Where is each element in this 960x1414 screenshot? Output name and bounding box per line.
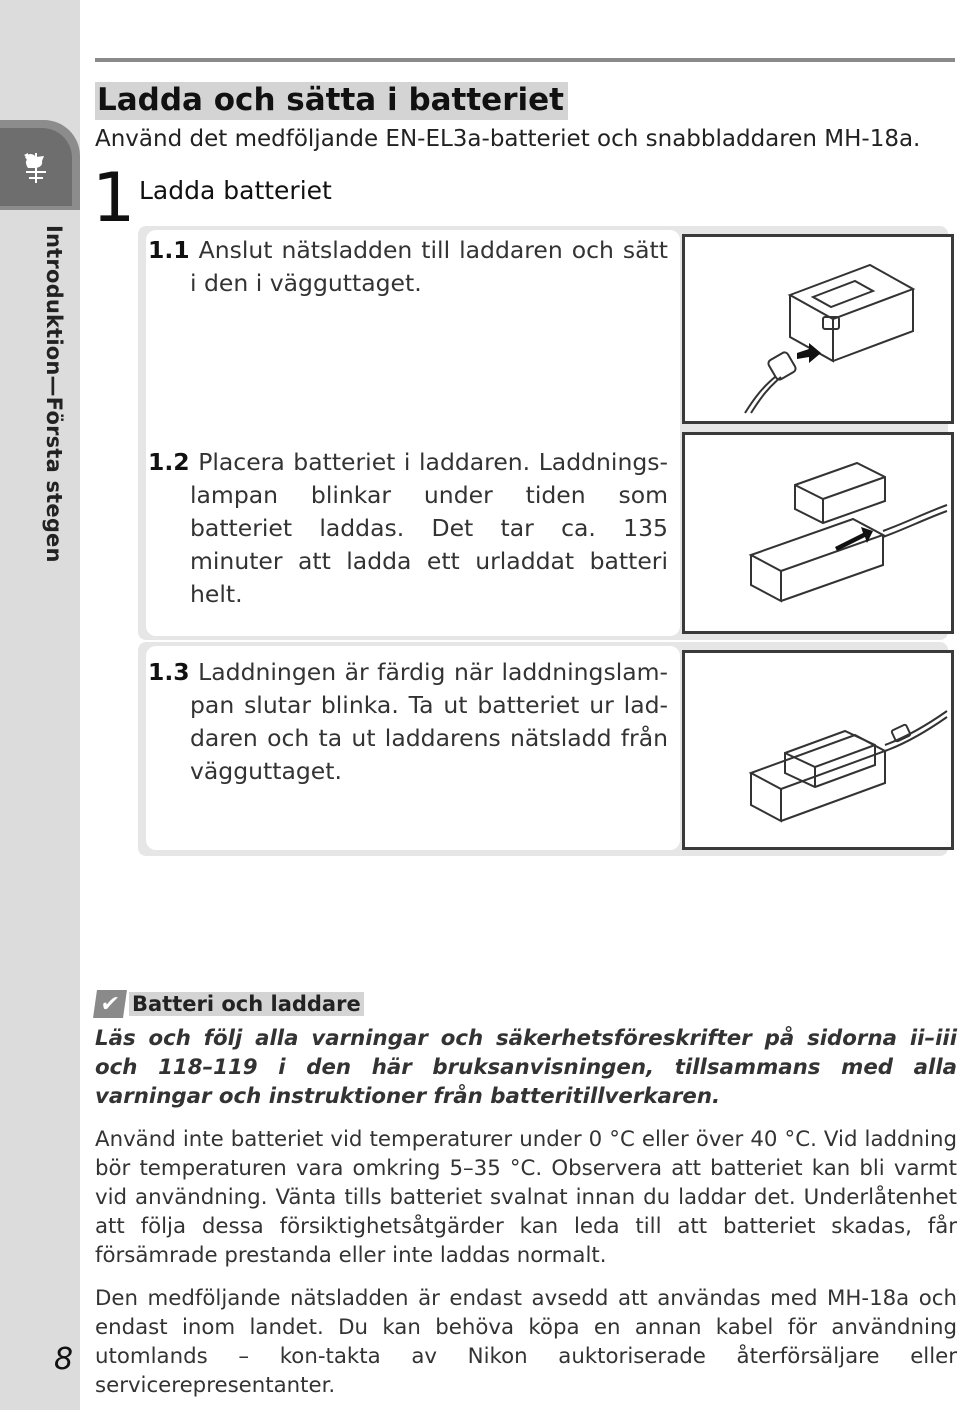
section-tab-face (0, 128, 72, 206)
substep-text: Laddningen är färdig när laddningslam-pan slutar blinka. Ta ut batteriet ur lad-daren och ta ut laddarens nätsladd från vägguttaget. (190, 658, 668, 785)
battery-insert-illustration (682, 432, 954, 634)
charged-battery-illustration (682, 650, 954, 850)
page-title: Ladda och sätta i batteriet (95, 82, 568, 120)
rooster-weathervane-icon (16, 147, 56, 187)
substep-number: 1.2 (148, 448, 190, 476)
charger-cord-illustration (682, 234, 954, 424)
note-heading (95, 990, 957, 1018)
caution-note (95, 990, 957, 1414)
checkmark-icon: ✔ (93, 990, 127, 1018)
substep-1-2 (148, 446, 668, 611)
substep-1-1 (148, 234, 668, 300)
step-number: 1 (92, 159, 136, 238)
substep-number: 1.3 (148, 658, 190, 686)
substep-number: 1.1 (148, 236, 190, 264)
top-rule (95, 58, 955, 62)
note-warning: Läs och följ alla varningar och säkerhetsföreskrifter på sidorna ii–iii och 118–119 i den här bruksanvisningen, tillsammans med alla varningar och instruktioner från batteritillverkaren. (95, 1026, 957, 1109)
note-temperature-paragraph: Använd inte batteriet vid temperaturer under 0 °C eller över 40 °C. Vid laddning bör temperaturen vara omkring 5–35 °C. Observera att batteriet kan bli varmt vid användning. Vänta tills batteriet svalnat innan du laddar det. Underlåtenhet att följa dessa försiktighetsåtgärder kan leda till att batteriet skadas, får försämrade prestanda eller inte laddas normalt. (95, 1127, 957, 1268)
step-title: Ladda batteriet (139, 176, 332, 205)
page-number: 8 (54, 1342, 74, 1377)
substep-1-3 (148, 656, 668, 788)
note-cord-paragraph: Den medföljande nätsladden är endast avsedd att användas med MH-18a och endast inom landet. Du kan behöva köpa en annan kabel för användning utomlands – kon-takta av Nikon auktoriserade återförsäljare eller servicerepresentanter. (95, 1286, 957, 1398)
substep-text: Anslut nätsladden till laddaren och sätt i den i vägguttaget. (190, 236, 668, 297)
substep-text: Placera batteriet i laddaren. Laddnings-lampan blinkar under tiden som batteriet laddas. Det tar ca. 135 minuter att ladda ett urladdat batteri helt. (190, 448, 668, 608)
section-label: Introduktion—Första stegen (42, 225, 66, 563)
sidebar (0, 0, 80, 1410)
note-heading-text: Batteri och laddare (129, 992, 364, 1016)
intro-text: Använd det medföljande EN-EL3a-batteriet och snabbladdaren MH-18a. (95, 126, 921, 152)
